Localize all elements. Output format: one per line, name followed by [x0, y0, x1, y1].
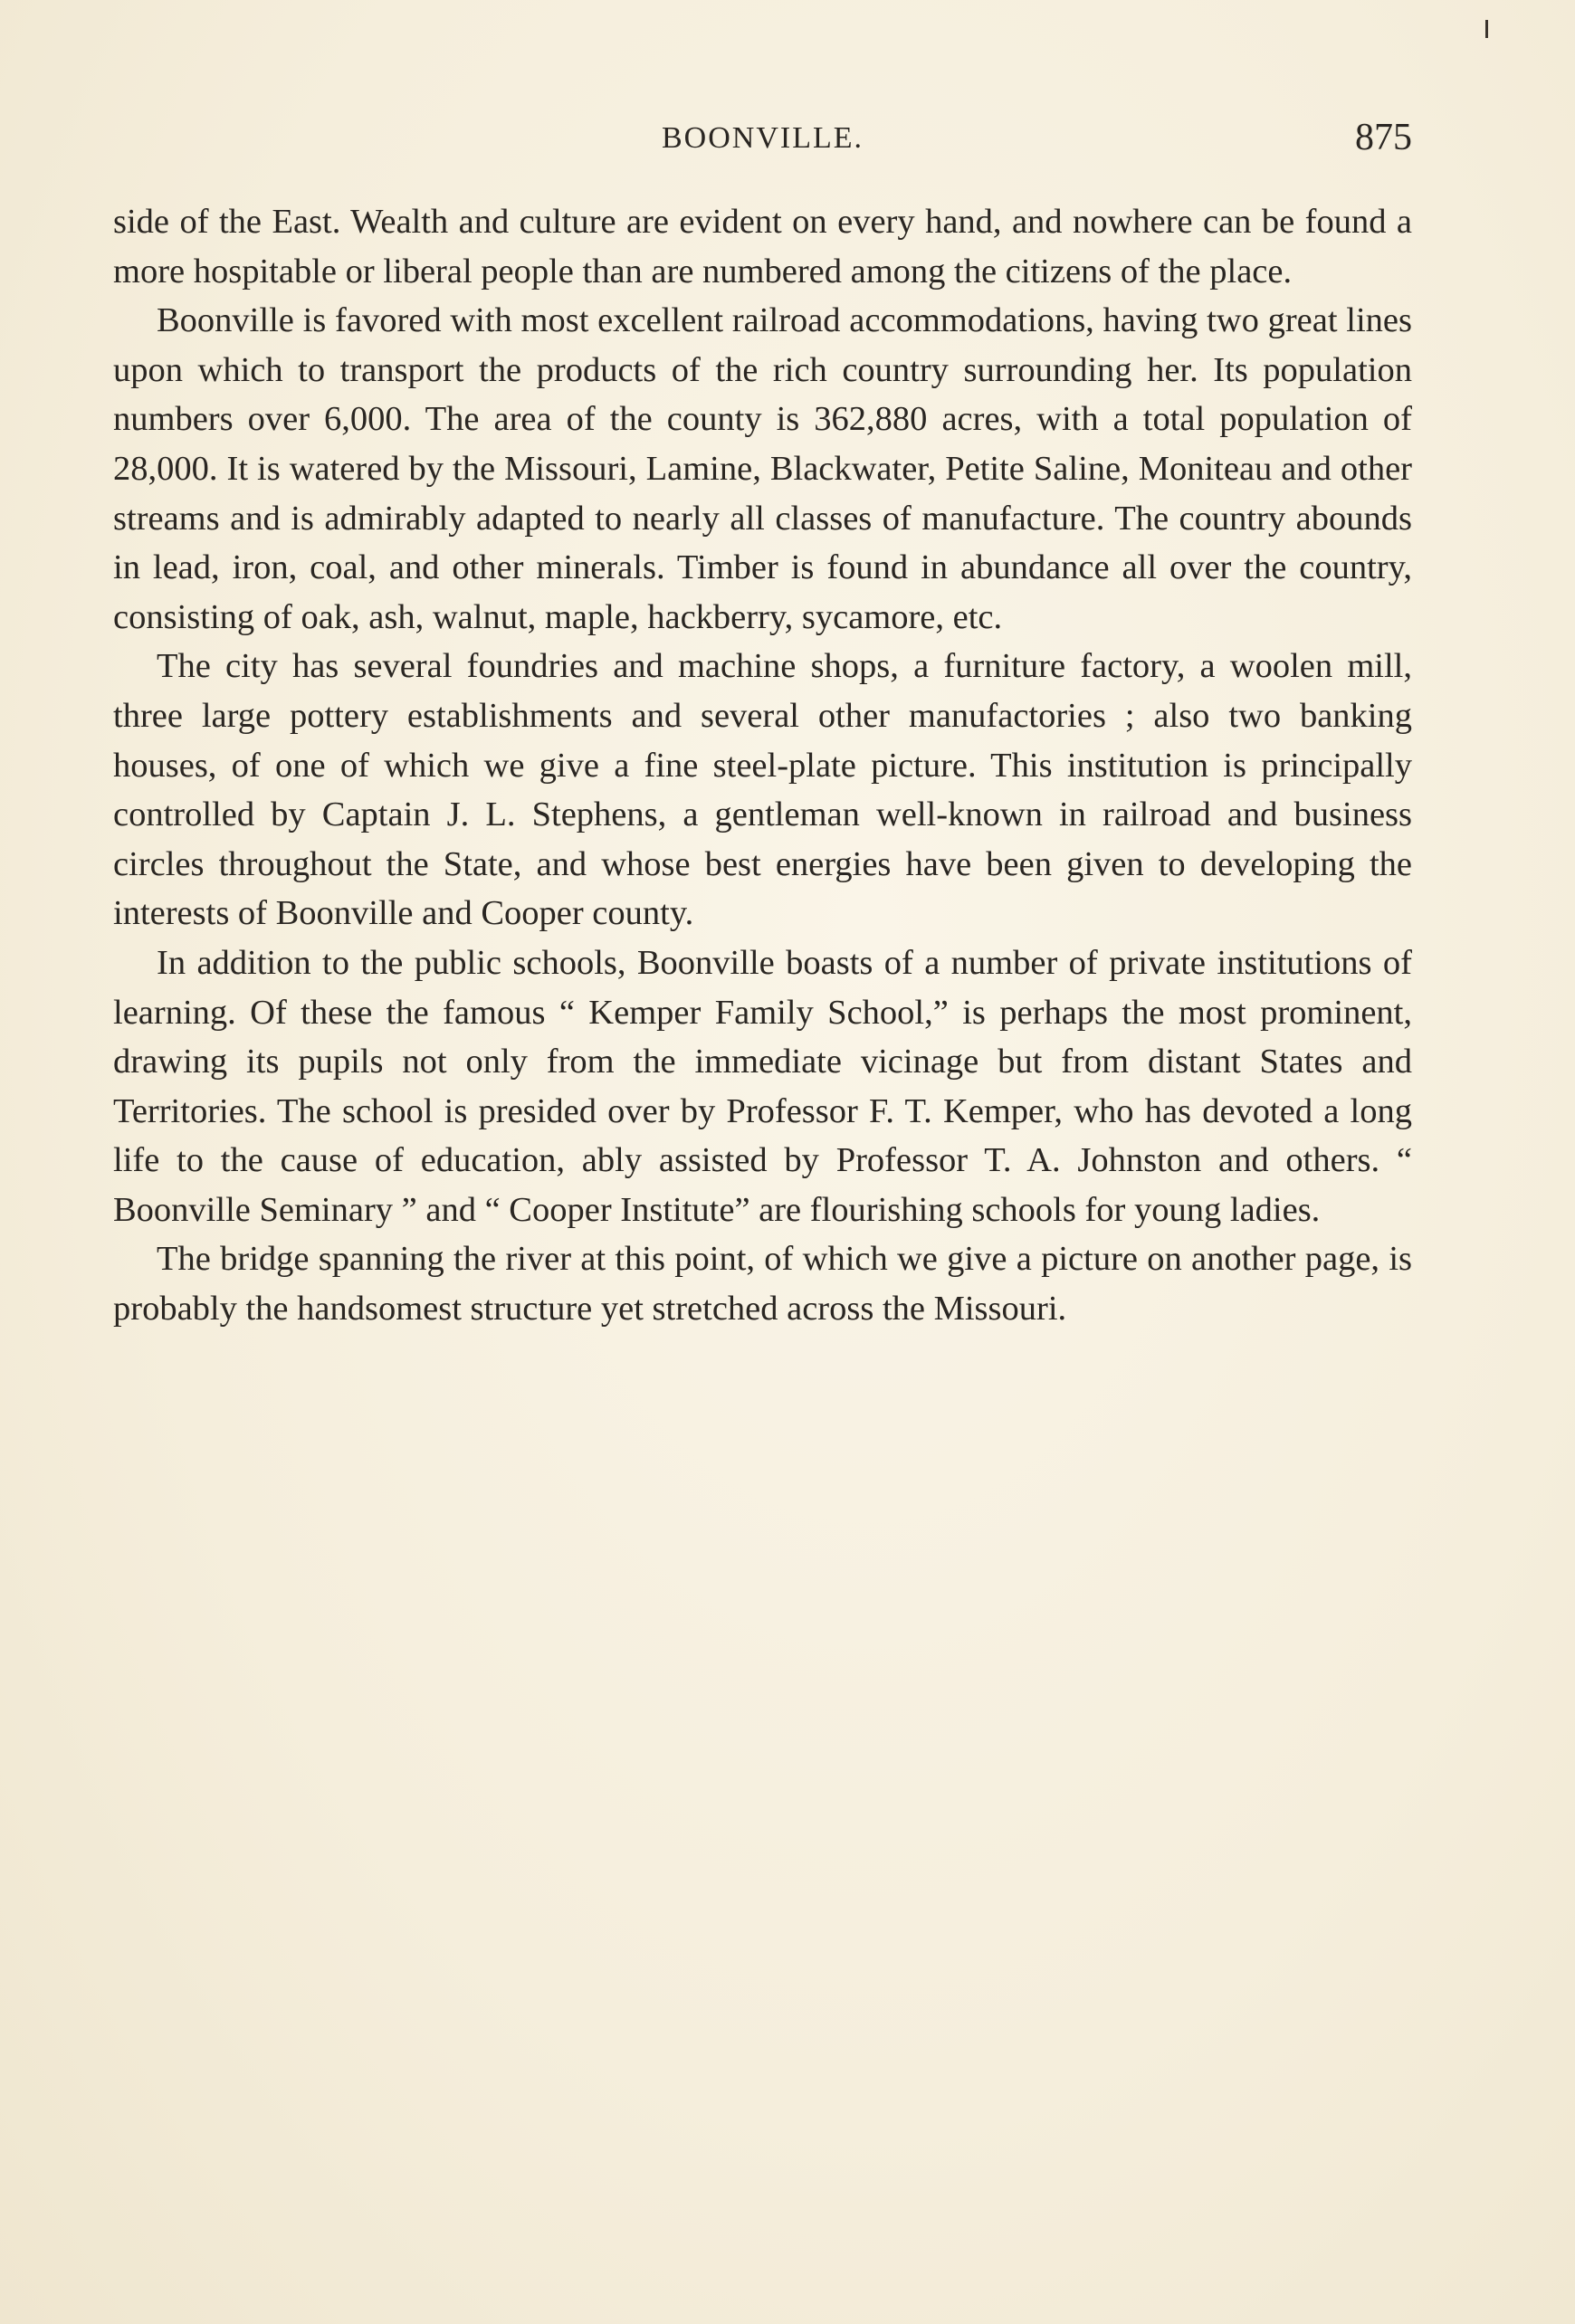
paragraph-5: The bridge spanning the river at this point, of which we give a picture on another page, is probably the handsomest structure yet stretched across the Missouri.: [113, 1240, 1412, 1329]
edge-mark: [1485, 20, 1488, 38]
paragraph-3: The city has several foundries and machine shops, a furniture factory, a woolen mill, three large pottery establishments and several other manufactories ; also two banking houses, of one of which we give a fine steel-plate picture. This institution is principally controlled by Captain J. L. Stephens, a gentleman well-known in railroad and business circles throughout the State, and whose best energies have been given to developing the interests of Boonville and Cooper county.: [113, 647, 1412, 933]
body-text: [113, 197, 1412, 1334]
page-header: [113, 116, 1412, 170]
paragraph-1: side of the East. Wealth and culture are evident on every hand, and nowhere can be found a more hospitable or liberal people than are numbered among the citizens of the place.: [113, 203, 1412, 290]
paragraph-4: In addition to the public schools, Boonville boasts of a number of private institutions of learning. Of these the famous “ Kemper Family School,” is perhaps the most prominent, drawing its pupils not only from the immediate vicinage but from distant States and Territories. The school is presided over by Professor F. T. Kemper, who has devoted a long life to the cause of education, ably assisted by Professor T. A. Johnston and others. “ Boonville Seminary ” and “ Cooper Institute” are flourishing schools for young ladies.: [113, 943, 1412, 1229]
page-number: 875: [1355, 117, 1412, 158]
paragraph-2: Boonville is favored with most excellent railroad accommodations, having two great lines upon which to transport the products of the rich country surrounding her. Its population numbers over 6,000. The area of the county is 362,880 acres, with a total population of 28,000. It is watered by the Missouri, Lamine, Blackwater, Petite Saline, Moniteau and other streams and is admirably adapted to nearly all classes of manufacture. The country abounds in lead, iron, coal, and other minerals. Timber is found in abundance all over the country, consisting of oak, ash, walnut, maple, hackberry, sycamore, etc.: [113, 301, 1412, 636]
running-title: BOONVILLE.: [661, 121, 864, 155]
